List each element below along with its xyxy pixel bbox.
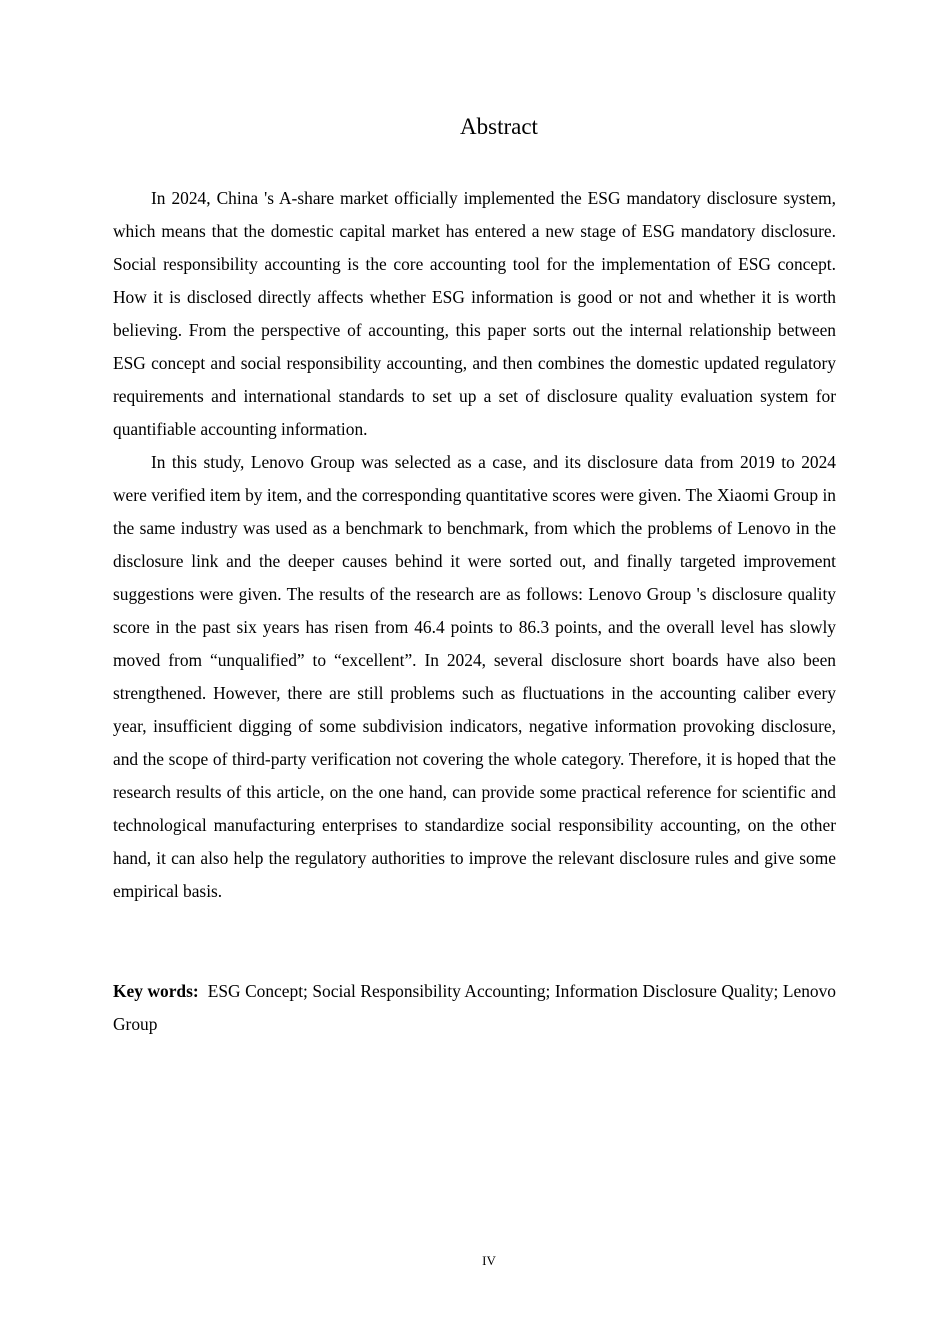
keywords-label: Key words:: [113, 981, 199, 1001]
abstract-paragraph-2: In this study, Lenovo Group was selected as a case, and its disclosure data from 2019 to 2024 were verified item by item, and the corresponding quantitative scores were given. The Xiaomi Group in the same industry was used as a benchmark to benchmark, from which the problems of Lenovo in the disclosure link and the deeper causes behind it were sorted out, and finally targeted improvement suggestions were given. The results of the research are as follows: Lenovo Group 's disclosure quality score in the past six years has risen from 46.4 points to 86.3 points, and the overall level has slowly moved from “unqualified” to “excellent”. In 2024, several disclosure short boards have also been strengthened. However, there are still problems such as fluctuations in the accounting caliber every year, insufficient digging of some subdivision indicators, negative information provoking disclosure, and the scope of third-party verification not covering the whole category. Therefore, it is hoped that the research results of this article, on the one hand, can provide some practical reference for scientific and technological manufacturing enterprises to standardize social responsibility accounting, on the other hand, it can also help the regulatory authorities to improve the relevant disclosure rules and give some empirical basis.: [113, 452, 836, 901]
abstract-paragraph-1: In 2024, China 's A-share market officially implemented the ESG mandatory disclosure system, which means that the domestic capital market has entered a new stage of ESG mandatory disclosure. Social responsibility accounting is the core accounting tool for the implementation of ESG concept. How it is disclosed directly affects whether ESG information is good or not and whether it is worth believing. From the perspective of accounting, this paper sorts out the internal relationship between ESG concept and social responsibility accounting, and then combines the domestic updated regulatory requirements and international standards to set up a set of disclosure quality evaluation system for quantifiable accounting information.: [113, 188, 836, 439]
keywords-text: ESG Concept; Social Responsibility Accounting; Information Disclosure Quality; Lenovo Group: [113, 981, 836, 1034]
abstract-title: Abstract: [460, 114, 538, 139]
abstract-body: [113, 182, 836, 908]
keywords-line: [113, 975, 836, 1041]
page-number: IV: [482, 1253, 496, 1268]
